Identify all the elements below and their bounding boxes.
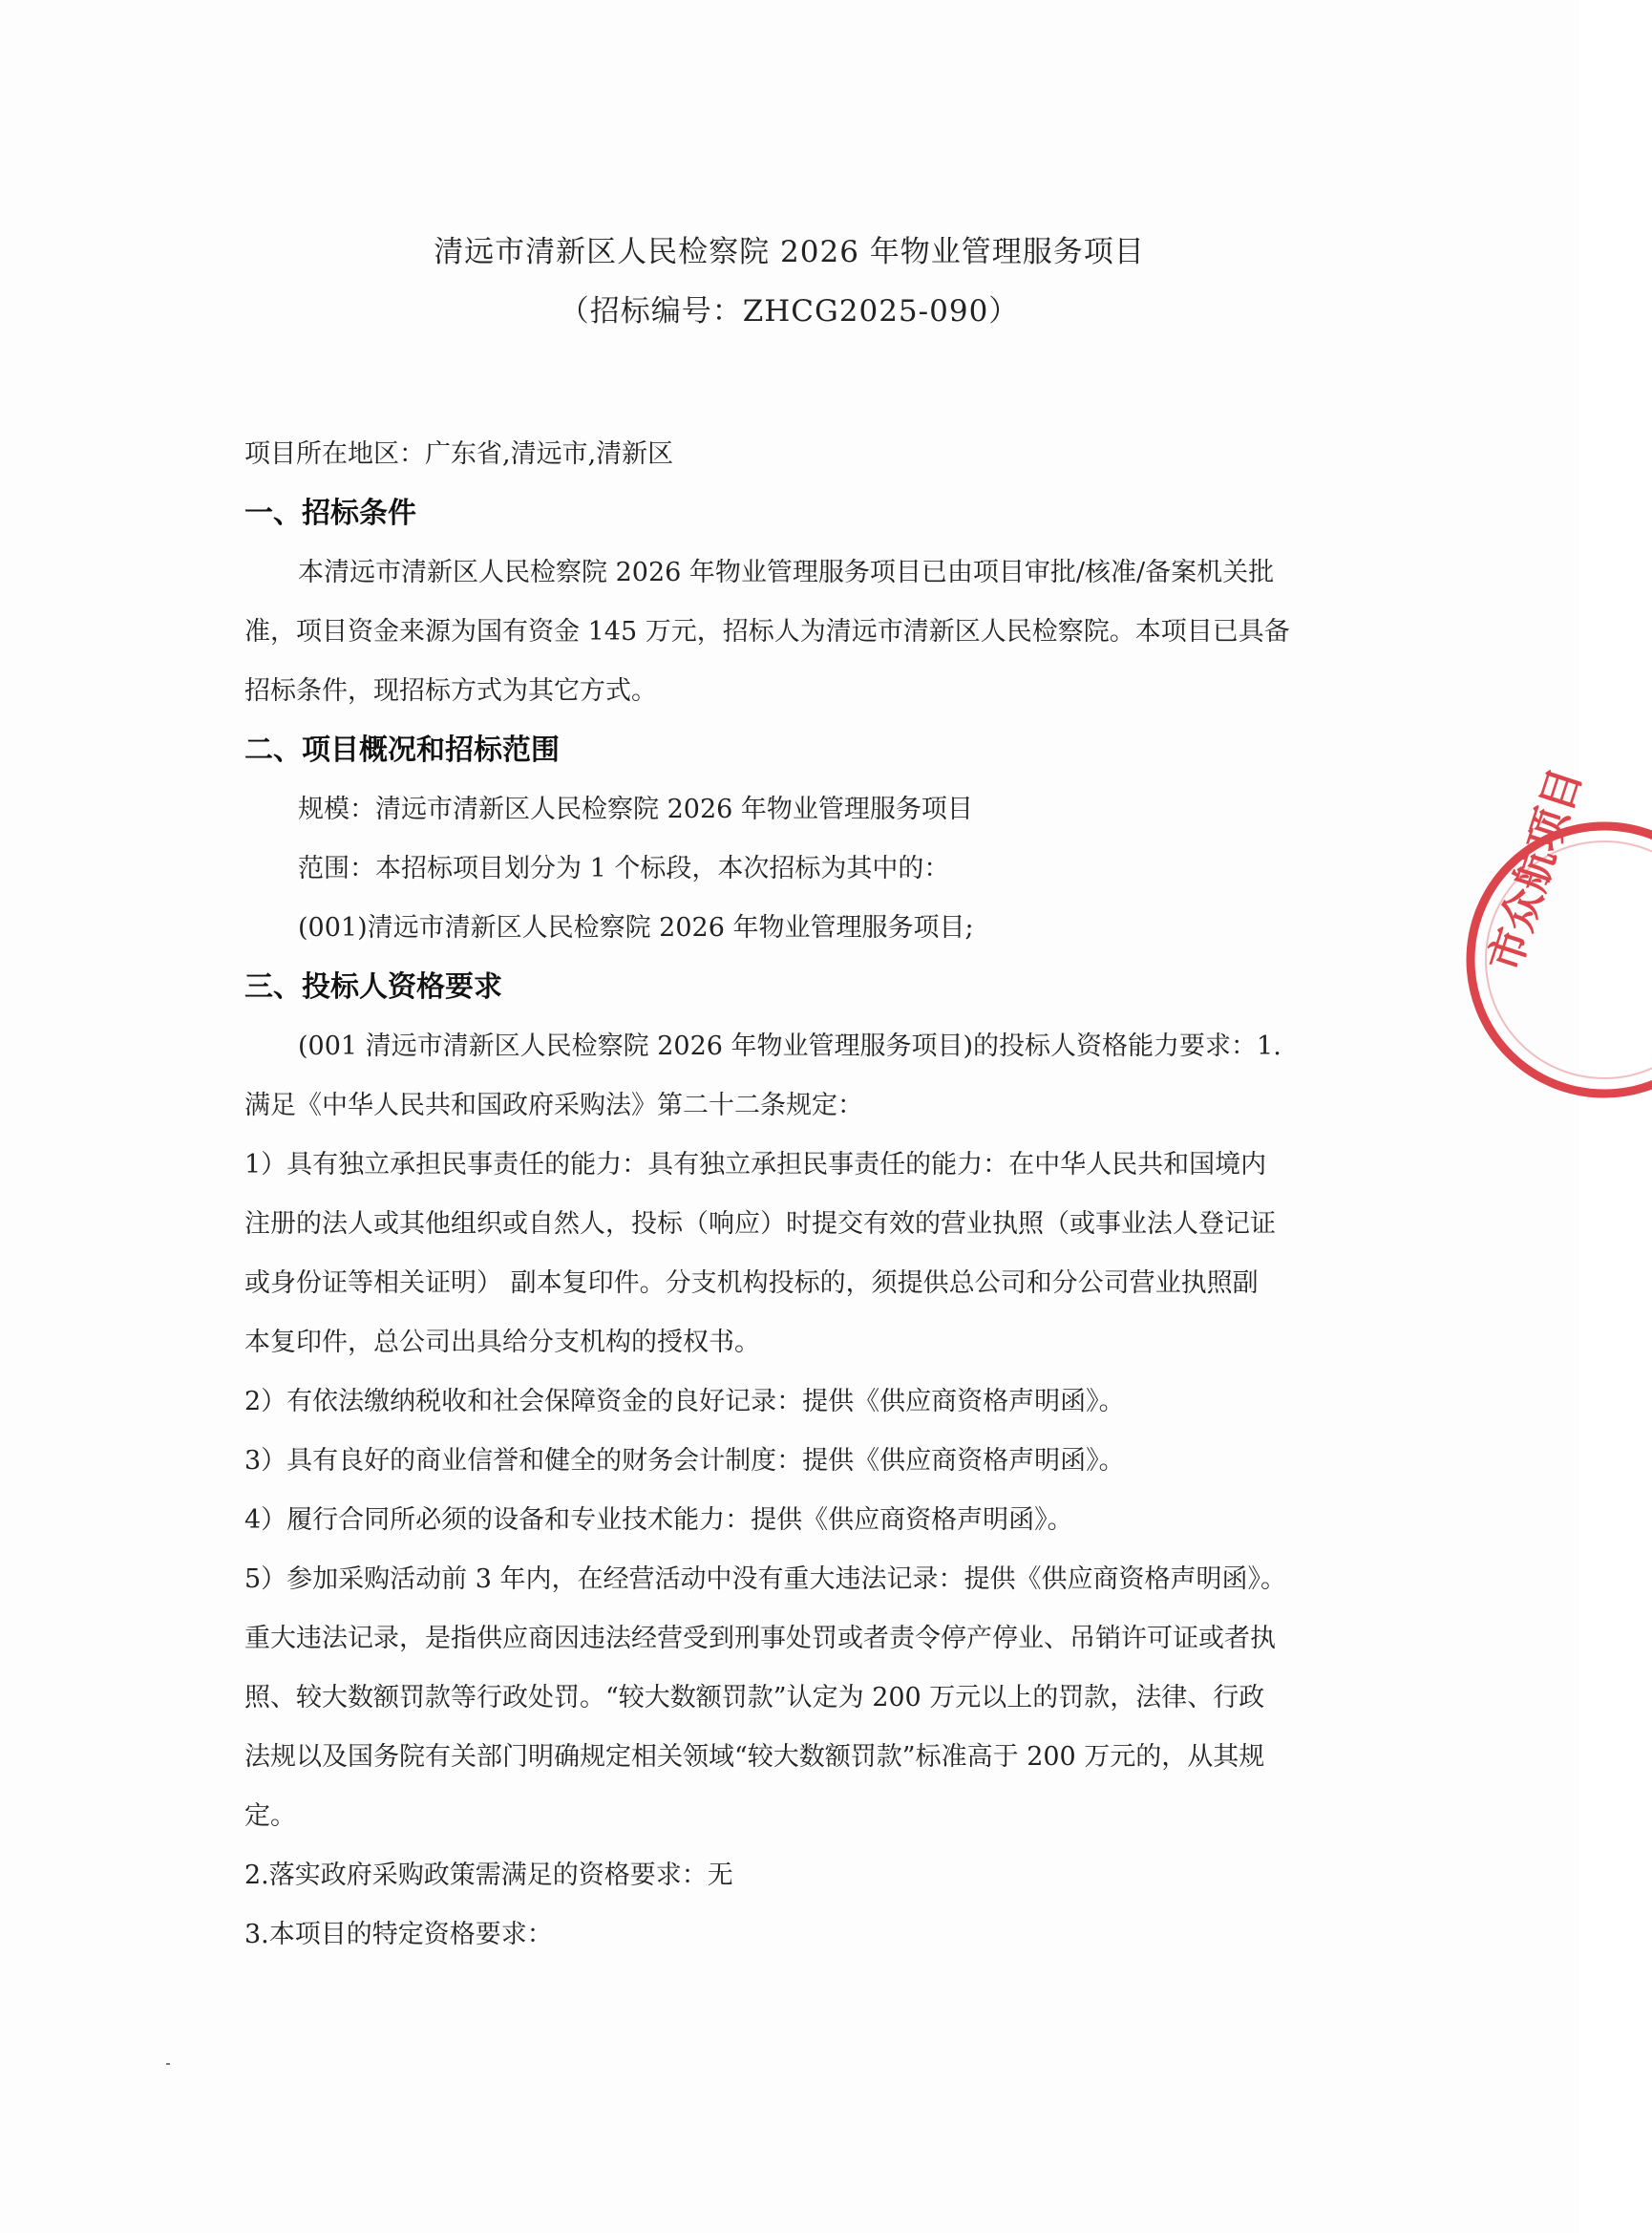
requirement-item-2: 2）有依法缴纳税收和社会保障资金的良好记录：提供《供应商资格声明函》。 (244, 1387, 1125, 1416)
paragraph-line: 本清远市清新区人民检察院 2026 年物业管理服务项目已由项目审批/核准/备案机关批 (298, 558, 1275, 587)
section-heading-3: 三、投标人资格要求 (244, 970, 502, 1004)
scan-speck (166, 2063, 170, 2065)
location-line: 项目所在地区：广东省,清远市,清新区 (244, 439, 674, 469)
paragraph-line: 法规以及国务院有关部门明确规定相关领域“较大数额罚款”标准高于 200 万元的，从其规 (244, 1742, 1265, 1772)
policy-requirement: 2.落实政府采购政策需满足的资格要求：无 (244, 1861, 733, 1890)
range-line: 范围：本招标项目划分为 1 个标段，本次招标为其中的： (298, 854, 950, 883)
tender-number: （招标编号：ZHCG2025-090） (559, 294, 1020, 329)
paragraph-line: 或身份证等相关证明） 副本复印件。分支机构投标的，须提供总公司和分公司营业执照副 (244, 1268, 1259, 1298)
paragraph-line: 定。 (244, 1801, 296, 1831)
document-body (244, 425, 1306, 1965)
paragraph-line: 准，项目资金来源为国有资金 145 万元，招标人为清远市清新区人民检察院。本项目已具备 (244, 617, 1290, 647)
paragraph-line: 1）具有独立承担民事责任的能力：具有独立承担民事责任的能力：在中华人民共和国境内 (244, 1150, 1267, 1180)
red-seal-stamp (1461, 762, 1652, 1113)
paragraph-line: 招标条件，现招标方式为其它方式。 (244, 676, 657, 706)
section-heading-2: 二、项目概况和招标范围 (244, 734, 560, 767)
paragraph-line: 注册的法人或其他组织或自然人，投标（响应）时提交有效的营业执照（或事业法人登记证 (244, 1209, 1276, 1239)
svg-text:市众航项目: 市众航项目 (1479, 762, 1592, 978)
paragraph-line: 5）参加采购活动前 3 年内，在经营活动中没有重大违法记录：提供《供应商资格声明函》。 (244, 1564, 1287, 1594)
paragraph-line: 重大违法记录，是指供应商因违法经营受到刑事处罚或者责令停产停业、吊销许可证或者执 (244, 1624, 1276, 1653)
paragraph-line: (001 清远市清新区人民检察院 2026 年物业管理服务项目)的投标人资格能力要求：1. (298, 1031, 1281, 1061)
paragraph-line: 本复印件，总公司出具给分支机构的授权书。 (244, 1328, 760, 1357)
section-heading-1: 一、招标条件 (244, 497, 416, 530)
lot-line: (001)清远市清新区人民检察院 2026 年物业管理服务项目; (298, 913, 974, 943)
requirement-item-5 (244, 1550, 1306, 1846)
requirement-item-3: 3）具有良好的商业信誉和健全的财务会计制度：提供《供应商资格声明函》。 (244, 1446, 1125, 1476)
requirement-item-4: 4）履行合同所必须的设备和专业技术能力：提供《供应商资格声明函》。 (244, 1505, 1073, 1535)
scale-line: 规模：清远市清新区人民检察院 2026 年物业管理服务项目 (298, 795, 973, 824)
document-title: 清远市清新区人民检察院 2026 年物业管理服务项目 (434, 235, 1145, 269)
requirement-item-1 (244, 1136, 1306, 1372)
section-3-intro (244, 1017, 1306, 1136)
paragraph-line: 照、较大数额罚款等行政处罚。“较大数额罚款”认定为 200 万元以上的罚款，法律、行政 (244, 1683, 1265, 1712)
specific-requirement: 3.本项目的特定资格要求： (244, 1920, 553, 1949)
section-1-paragraph (244, 543, 1306, 721)
paragraph-line: 满足《中华人民共和国政府采购法》第二十二条规定： (244, 1091, 863, 1120)
